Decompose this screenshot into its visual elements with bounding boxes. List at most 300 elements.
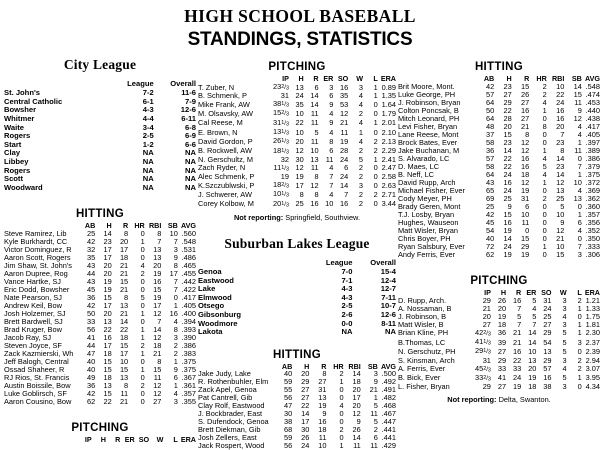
column-header-era: ERA	[180, 435, 196, 445]
stat-rbi: 10	[556, 81, 565, 91]
stat-avg: .352	[585, 225, 600, 235]
stat-hr: 1	[542, 241, 547, 251]
column-header-er: ER	[323, 74, 334, 84]
stat-rbi: 9	[356, 417, 361, 427]
stat-ip: 31	[482, 355, 491, 365]
pitching-row	[198, 92, 396, 100]
player-name: N. Gerschutz, PH	[398, 346, 456, 356]
stat-r: 11	[120, 389, 129, 399]
right-pitching-heading: PITCHING	[470, 274, 528, 287]
stat-hr: 1	[140, 349, 145, 359]
player-name: A. Ferris, Ever	[398, 364, 446, 374]
stat-er: 7	[329, 172, 334, 182]
column-header-rbi: RBI	[348, 361, 361, 371]
stat-l: 3	[577, 337, 582, 347]
stat-hr: 1	[339, 441, 344, 450]
stat-hr: 0	[542, 209, 547, 219]
stat-ab: 43	[87, 277, 96, 287]
stat-er: 14	[528, 337, 537, 347]
right-not-reporting	[398, 395, 600, 404]
player-name: Colton Poncsak, B	[398, 105, 459, 115]
stat-sb: 1	[577, 169, 582, 179]
stat-ab: 50	[87, 309, 96, 319]
standings-overall-record: NA	[385, 327, 396, 337]
stat-so: 19	[339, 136, 349, 146]
stat-hr: 0	[542, 137, 547, 147]
stat-h: 33	[497, 364, 507, 374]
stat-h: 25	[295, 199, 304, 209]
stat-r: 13	[119, 301, 129, 311]
stat-sb: 11	[370, 441, 378, 450]
stat-avg: .367	[181, 373, 196, 383]
standings-league-record: 2-5	[341, 301, 353, 311]
stat-hr: 2	[140, 269, 145, 279]
player-name: Ryan Salsbury, Ever	[398, 241, 465, 251]
stat-era: 2.58	[381, 172, 396, 182]
stat-avg: .372	[585, 177, 600, 187]
stat-rbi: 8	[157, 229, 162, 239]
stat-h: 27	[497, 346, 507, 356]
stat-sb: 6	[173, 373, 178, 383]
stat-era: 4.34	[585, 382, 600, 392]
stat-r: 12	[521, 145, 530, 155]
stat-r: 7	[517, 303, 522, 313]
stat-w: 3	[562, 295, 567, 305]
player-name: Victor Dominguez, R	[4, 245, 72, 255]
stat-r: 12	[521, 177, 530, 187]
player-name: Alec Schmenk, P	[198, 172, 255, 182]
player-name: Zack Apel, Genoa	[198, 385, 257, 395]
standings-row	[4, 158, 196, 167]
stat-h: 14	[301, 409, 310, 419]
player-name: Aaron Scott, Rogers	[4, 253, 71, 263]
stat-hr: 0	[140, 357, 145, 367]
stat-avg: .417	[181, 293, 196, 303]
player-name: Austin Boissile, Bow	[4, 381, 71, 391]
stat-h: 19	[503, 225, 512, 235]
stat-era: 2.29	[381, 146, 396, 156]
standings-overall-record: NA	[185, 165, 196, 175]
stat-sb: 4	[577, 121, 582, 131]
column-header-ip: IP	[484, 287, 491, 297]
column-header-w: W	[356, 74, 363, 84]
player-name: Clay Rolf, Eastwood	[198, 401, 265, 411]
stat-era: 3.44	[381, 199, 396, 209]
stat-ab: 62	[87, 397, 96, 407]
stat-sb: 7	[577, 241, 582, 251]
stat-hr: 4	[542, 97, 547, 107]
right-pitching-table	[398, 289, 600, 391]
stat-ab: 35	[87, 253, 96, 263]
stat-w: 4	[358, 136, 363, 146]
stat-l: 1	[373, 154, 378, 164]
stat-sb: 3	[373, 369, 378, 379]
stat-h: 10	[295, 127, 304, 137]
stat-sb: 15	[573, 89, 582, 99]
stat-ab: 42	[87, 389, 96, 399]
stat-w: 2	[358, 199, 363, 209]
pitching-row	[198, 181, 396, 190]
stat-r: 8	[322, 369, 327, 379]
stat-ab: 69	[486, 193, 495, 203]
stat-r: 18	[119, 253, 129, 263]
stat-h: 10	[295, 109, 304, 119]
stat-ab: 45	[486, 217, 495, 227]
pitching-row	[198, 190, 396, 199]
standings-league-record: NA	[142, 156, 154, 166]
standings-overall-record: 12-7	[380, 284, 396, 294]
stat-r: 8	[124, 229, 129, 239]
stat-er: 4	[329, 163, 334, 173]
stat-era: 1.81	[585, 319, 600, 329]
stat-sb: 21	[369, 385, 378, 395]
stat-h: 12	[295, 146, 304, 156]
stat-rbi: 25	[556, 193, 565, 203]
standings-header-league: League	[325, 257, 353, 267]
stat-r: 12	[521, 137, 530, 147]
stat-so: 11	[340, 127, 349, 137]
stat-ab: 59	[284, 433, 293, 443]
player-name: T. Zuber, N	[198, 82, 235, 92]
stat-r: 15	[119, 277, 129, 287]
stat-rbi: 11	[353, 441, 361, 450]
stat-rbi: 10	[556, 241, 565, 251]
player-name: Luke George, PH	[398, 89, 456, 99]
stat-hr: 0	[542, 249, 547, 259]
stat-so: 57	[543, 364, 552, 374]
column-header-ab: AB	[483, 74, 495, 84]
pitching-row	[198, 200, 396, 209]
standings-header-row	[198, 259, 396, 268]
stat-hr: 1	[140, 333, 145, 343]
stat-h: 17	[103, 245, 112, 255]
stat-sb: 4	[577, 129, 582, 139]
stat-w: 3	[358, 180, 363, 190]
stat-l: 0	[373, 163, 378, 173]
stat-sb: 11	[574, 97, 582, 107]
stat-h: 17	[103, 341, 112, 351]
stat-ip: 19	[280, 172, 289, 182]
stat-ab: 38	[284, 417, 293, 427]
stat-h: 20	[103, 309, 112, 319]
standings-team-name: Gibsonburg	[198, 309, 242, 319]
stat-avg: .422	[181, 285, 196, 295]
stat-sb: 7	[173, 277, 178, 287]
stat-sb: 3	[173, 397, 178, 407]
player-name: David Gordon, P	[198, 136, 253, 146]
stat-hr: 1	[542, 177, 547, 187]
stat-rbi: 10	[556, 209, 565, 219]
stat-era: 2.94	[585, 355, 600, 365]
stat-hr: 0	[542, 129, 547, 139]
column-header-hr: HR	[134, 221, 145, 231]
stat-h: 17	[295, 180, 304, 190]
standings-row	[4, 149, 196, 158]
stat-r: 27	[318, 377, 327, 387]
column-header-r: R	[321, 361, 327, 371]
player-name: S. Kinsman, Arch	[398, 355, 455, 365]
stat-hr: 4	[339, 401, 344, 411]
stat-sb: 14	[573, 81, 582, 91]
not-reporting-label: Not reporting:	[447, 395, 497, 405]
stat-er: 6	[329, 146, 334, 156]
player-name: B. Schmenk, P	[198, 91, 247, 101]
stat-r: 16	[521, 161, 530, 171]
stat-rbi: 12	[556, 177, 565, 187]
stat-hr: 1	[140, 237, 145, 247]
stat-ab: 58	[486, 161, 495, 171]
stat-so: 7	[344, 189, 349, 199]
stat-l: 1	[373, 91, 378, 101]
standings-overall-record: 12-4	[380, 275, 396, 285]
player-name: Brett Bardwell, SJ	[4, 317, 63, 327]
stat-sb: 16	[169, 309, 178, 319]
stat-l: 2	[577, 355, 582, 365]
stat-rbi: 15	[153, 285, 162, 295]
stat-sb: 0	[577, 153, 582, 163]
stat-hr: 2	[542, 89, 547, 99]
stat-avg: .306	[585, 249, 600, 259]
stat-avg: .394	[181, 317, 196, 327]
stat-ip: 101/3	[272, 189, 289, 199]
stat-ab: 40	[486, 233, 495, 243]
stat-hr: 0	[140, 317, 145, 327]
stat-r: 11	[310, 163, 319, 173]
player-name: S. Dufendock, Genoa	[198, 417, 269, 427]
suburban-hitting-table	[198, 363, 396, 450]
stat-hr: 0	[339, 385, 344, 395]
stat-h: 24	[503, 169, 512, 179]
stat-ip: 332/3	[474, 372, 491, 383]
stat-ab: 49	[87, 373, 96, 383]
column-header-sb: SB	[167, 221, 178, 231]
stat-avg: .417	[585, 121, 600, 131]
stat-rbi: 16	[556, 105, 565, 115]
stat-w: 2	[358, 163, 363, 173]
stat-er: 14	[528, 328, 537, 338]
pitching-row	[398, 338, 600, 347]
player-name: Matt Wisler, B	[398, 319, 444, 329]
stat-avg: .375	[181, 365, 196, 375]
column-header-so: SO	[337, 74, 349, 84]
stat-avg: .500	[381, 369, 396, 379]
player-name: Jack Rospert, Wood	[198, 441, 265, 450]
stat-r: 18	[521, 169, 530, 179]
suburban-lakes-title: Suburban Lakes League	[224, 235, 370, 251]
pitching-row	[198, 119, 396, 128]
stat-r: 17	[119, 245, 129, 255]
stat-h: 17	[103, 301, 112, 311]
stat-l: 0	[373, 127, 378, 137]
stat-hr: 1	[140, 365, 145, 375]
stat-ab: 50	[486, 105, 495, 115]
stat-era: 2.01	[381, 118, 396, 128]
stat-r: 21	[512, 328, 522, 338]
stat-rbi: 20	[556, 121, 565, 131]
stat-r: 11	[310, 109, 319, 119]
stat-ip: 27	[482, 319, 491, 329]
stat-r: 8	[314, 189, 319, 199]
stat-ab: 47	[87, 349, 96, 359]
player-name: Vance Hartke, SJ	[4, 277, 61, 287]
stat-sb: 10	[169, 229, 178, 239]
stat-r: 14	[310, 91, 319, 101]
stat-rbi: 21	[153, 349, 162, 359]
city-pitching-heading-bottom: PITCHING	[71, 422, 129, 435]
stat-h: 13	[295, 82, 304, 92]
stat-er: 18	[528, 382, 537, 392]
column-header-era: ERA	[584, 287, 600, 297]
standings-league-record: 2-6	[341, 309, 353, 319]
stat-r: 18	[119, 333, 129, 343]
standings-overall-record: 12-6	[380, 309, 396, 319]
stat-r: 14	[119, 317, 129, 327]
column-header-ip: IP	[282, 74, 289, 84]
stat-ab: 56	[87, 325, 96, 335]
stat-r: 13	[310, 154, 319, 164]
stat-era: 1.35	[381, 91, 396, 101]
pitching-row	[198, 173, 396, 181]
stat-er: 9	[329, 99, 334, 109]
not-reporting-label: Not reporting:	[233, 212, 284, 222]
stat-ab: 44	[87, 341, 96, 351]
stat-sb: 2	[173, 341, 178, 351]
stat-w: 4	[358, 118, 363, 128]
stat-r: 6	[525, 201, 530, 211]
stat-ip: 452/3	[474, 363, 491, 373]
stat-ip: 31	[280, 91, 289, 101]
suburban-hitting-heading: HITTING	[272, 348, 322, 361]
page-title: HIGH SCHOOL BASEBALL	[184, 6, 416, 26]
player-name: Levi Fisher, Bryan	[398, 121, 458, 131]
stat-rbi: 15	[153, 365, 162, 375]
stat-er: 4	[532, 303, 537, 313]
stat-ab: 36	[87, 381, 96, 391]
stat-h: 22	[295, 118, 304, 128]
stat-so: 24	[339, 172, 349, 182]
player-name: Eric Dodd, Bowsher	[4, 285, 70, 295]
stat-l: 1	[373, 118, 378, 128]
stat-so: 21	[339, 118, 349, 128]
player-name: Zach Ryder, N	[198, 163, 246, 173]
stat-r: 17	[119, 349, 129, 359]
stat-h: 24	[301, 441, 310, 450]
stat-h: 20	[503, 121, 512, 131]
standings-row	[4, 124, 196, 133]
stat-hr: 5	[140, 293, 145, 303]
stat-l: 1	[577, 373, 582, 383]
content-columns	[0, 57, 600, 450]
standings-overall-record: 7-11	[381, 292, 396, 302]
player-name: Jeff Balogh, Central	[4, 357, 69, 367]
stat-ip: 29	[482, 295, 491, 305]
stat-r: 8	[314, 172, 319, 182]
stat-rbi: 8	[157, 357, 162, 367]
stat-avg: .474	[585, 89, 600, 99]
stat-ab: 72	[486, 241, 495, 251]
player-name: Jake Judy, Lake	[198, 369, 251, 379]
stat-w: 2	[358, 172, 363, 182]
stat-era: 3.95	[585, 373, 600, 383]
stat-r: 21	[119, 285, 129, 295]
stat-avg: .453	[585, 97, 600, 107]
city-league-standings-table	[4, 80, 196, 192]
column-header-avg: AVG	[584, 74, 600, 84]
stat-hr: 0	[542, 233, 547, 243]
stat-ab: 56	[284, 441, 293, 450]
pitching-header-row	[198, 75, 396, 83]
stat-h: 20	[295, 136, 304, 146]
stat-r: 16	[310, 199, 319, 209]
stat-rbi: 14	[352, 433, 361, 443]
stat-rbi: 11	[153, 373, 162, 383]
stat-so: 16	[339, 82, 349, 92]
standings-team-name: St. John's	[4, 88, 40, 98]
stat-ip: 21	[482, 303, 491, 313]
stat-rbi: 14	[556, 169, 565, 179]
stat-w: 5	[562, 346, 567, 356]
stat-era: 0.89	[381, 82, 396, 92]
stat-so: 53	[339, 99, 349, 109]
stat-avg: .379	[585, 161, 600, 171]
stat-hr: 2	[339, 369, 344, 379]
stat-era: 2.39	[585, 346, 600, 356]
stat-era: 1.21	[585, 295, 600, 305]
player-name: Jake Buchanan, M	[398, 145, 460, 155]
stat-r: 9	[322, 409, 327, 419]
standings-row	[198, 328, 396, 337]
stat-rbi: 18	[153, 341, 162, 351]
stat-l: 0	[373, 99, 378, 109]
player-name: K.Szczublwski, P	[198, 180, 255, 190]
stat-ip: 291/3	[474, 346, 491, 356]
stat-ab: 36	[87, 293, 96, 303]
stat-r: 21	[119, 269, 129, 279]
stat-h: 15	[103, 365, 112, 375]
player-name: Aaron Dupree, Rog	[4, 269, 68, 279]
stat-ab: 40	[284, 369, 293, 379]
stat-sb: 1	[577, 137, 582, 147]
hitting-row	[4, 398, 196, 406]
column-header-r: R	[122, 221, 129, 231]
column-header-rbi: RBI	[551, 74, 565, 84]
standings-overall-record: 10-7	[380, 301, 396, 311]
column-header-l: L	[373, 74, 378, 84]
player-name: Mitch Leonard, PH	[398, 113, 460, 123]
stat-r: 10	[521, 209, 530, 219]
stat-w: 4	[358, 91, 363, 101]
standings-team-name: Bowsher	[4, 105, 37, 115]
player-name: S. Alvarado, LC	[398, 153, 450, 163]
stat-h: 17	[301, 417, 310, 427]
stat-h: 30	[301, 425, 310, 435]
stat-r: 11	[318, 433, 327, 443]
standings-overall-record: NA	[185, 182, 196, 192]
stat-sb: 13	[573, 193, 582, 203]
stat-ip: 29	[482, 382, 491, 392]
stat-avg: .440	[585, 105, 600, 115]
pitching-row	[198, 128, 396, 137]
stat-ip: 111/3	[273, 162, 289, 173]
column-header-ab: AB	[84, 221, 96, 231]
stat-so: 13	[543, 346, 552, 356]
stat-h: 22	[503, 161, 512, 171]
stat-rbi: 12	[556, 225, 565, 235]
stat-r: 22	[119, 325, 129, 335]
stat-hr: 2	[140, 381, 145, 391]
stat-rbi: 7	[157, 317, 162, 327]
standings-league-record: 1-2	[142, 139, 154, 149]
